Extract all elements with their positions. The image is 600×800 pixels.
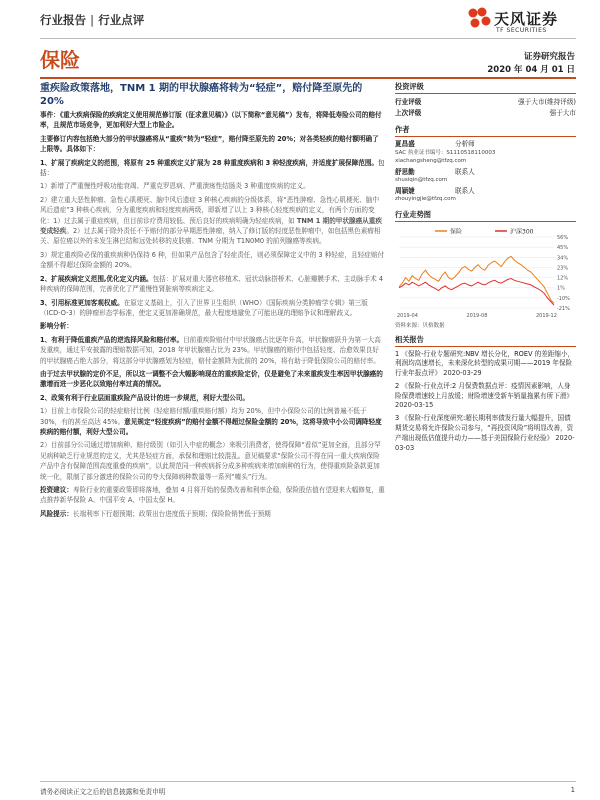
header-subcategory: 行业点评 [98,13,145,27]
legend-label: 保险 [450,228,463,235]
section-3-title: 3、引用标准更加客观权威。 [40,298,124,307]
header-separator: | [90,13,95,27]
section-3-body: 在原定义基础上，引入了世界卫生组织（WHO）《国际疾病分类肿瘤学专辑》第三版（ICD-O-3）的肿瘤形态学标准，使定义更加准确规范，最大程度地避免了可能出现的理赔争议和理解歧义。 [40,298,368,317]
y-tick-label: -10% [557,295,570,302]
legend-label: 沪深300 [510,228,534,235]
y-tick-label: -21% [557,305,570,312]
footer-divider [40,781,576,782]
logo-en-text: TF SECURITIES [496,27,547,34]
author-entry: 夏昌盛 分析师 SAC 执业证书编号：S1110518110003 xiachangsheng@tfzq.com [395,140,576,166]
series-line-hs300 [399,278,554,305]
author-email[interactable]: zhouyingjie@tfzq.com [395,196,456,202]
related-report[interactable]: 1 《保险-行业专题研究:NBV 增长分化，ROEV 的差距缩小，利润均高速增长，未来深化转型的成果可期——2019 年保险行业年报点评》 2020-03-29 [395,349,575,378]
header-category: 行业报告 [40,13,86,27]
trend-chart-svg [395,225,576,320]
section-1-item-1: 1）新增了严重慢性呼吸功能衰竭、严重克罗恩病、严重溃疡性结肠炎 3 种重度疾病的定义。 [40,182,310,191]
company-logo [466,6,576,40]
author-entry: 周颖婕 联系人 zhouyingjie@tfzq.com [395,187,576,204]
section-1-title: 1、扩展了疾病定义的范围，将原有 25 种重疾定义扩展为 28 种重度疾病和 3 种轻度疾病，并适度扩展保障范围。 [40,158,379,167]
x-tick-label: 2019-12 [536,312,557,319]
chart-source: 资料来源：贝格数据 [395,322,445,329]
y-tick-label: 45% [557,244,569,251]
impact-2-item-1: 1）目前上市保险公司的轻症赔付比例（轻症赔付额/重疾赔付额）均为 20%，但中小保险公司的比例普遍不低于 30%，有的甚至高达 45%。意见规定“轻度疾病”的赔付金额不得超过保险金额的 20%，这将导致中小公司调降轻度疾病的赔付额，利好大型公司。 [40,407,382,436]
report-header [40,12,144,28]
impact-1-bold: 由于过去甲状腺的定价不足，所以这一调整不会大幅影响现在的重疾险定价，仅是避免了未来重疾发生率因甲状腺癌的激增而进一步恶化以致赔付率过高的情况。 [40,369,383,389]
logo-mark-icon [466,6,492,32]
impact-label: 影响分析： [40,322,73,331]
section-1-item-2: 2）建立重大恶性肿瘤、急性心肌梗死、脑中风后遗症 3 种核心疾病的分级体系，将“恶性肿瘤、急性心肌梗死、脑中风后遗症”3 种核心疾病，分为重度疾病和轻度疾病两级，即新增了以上 3 种核心轻度疾病的定义，有两个方面的变化：1）过去属于重症疾病，但目前诊疗费用较低、预后良好的疾病明确为轻症疾病，如 TNM 1 期的甲状腺癌从重疾变成轻疾。2）过去属于除外责任不予赔付的部分早期恶性肿瘤，纳入了修订版的轻度恶性肿瘤中，如包括黑色素瘤相关、原位癌以外的未发生淋巴结和远处转移的皮肤癌、TNM 分期为 T1N0M0 的前列腺癌等疾病。 [40,195,382,246]
page-number: 1 [570,786,575,794]
y-tick-label: 1% [557,285,565,292]
advice-body: 寿险行业的重要政策即将落地，叠加 4 月将开始的保费改善和利率企稳，保险股估值有望迎来大幅修复，重点推荐新华保险 A、中国平安 A、中国太保 H。 [40,486,385,505]
series-line-insurance [399,256,554,303]
author-email[interactable]: shusiqin@tfzq.com [395,177,448,183]
authors-title: 作者 [395,125,576,137]
trend-title: 行业走势图 [395,210,576,222]
event-paragraph: 事件：《重大疾病保险的疾病定义使用规范修订版（征求意见稿）》（以下简称“意见稿”）发布，将降低寿险公司的赔付率，且规范市场竞争，更加利好大型上市险企。 [40,111,382,130]
rating-row: 行业评级 强于大市(维持评级) [395,98,576,106]
x-tick-label: 2019-08 [466,312,488,319]
related-report[interactable]: 2 《保险-行业点评:2 月保费数据点评：疫情因素影响，人身险保费增速较上月放缓；财险增速受新车销量拖累有所下滑》 2020-03-15 [395,381,574,410]
sidebar [395,82,576,456]
section-2-title: 2、扩展疾病定义范围,优化定义内涵。 [40,274,153,283]
rating-row: 上次评级 强于大市 [395,109,576,117]
y-tick-label: 23% [557,264,569,271]
report-headline: 重疾险政策落地，TNM 1 期的甲状腺癌将转为“轻症”，赔付降至原先的 20% [40,83,363,107]
report-type: 证券研究报告 [523,52,575,62]
y-tick-label: 56% [557,234,569,241]
title-divider [40,77,576,79]
y-tick-label: 12% [557,275,569,282]
related-report[interactable]: 3 《保险-行业深度研究:超长期利率债发行量大幅提升，国债期货交易将允许保险公司参与，“再投资风险”将明显改善，资产端出现低估值提升动力——基于美国保险行业经验》 2020-03-03 [395,414,575,452]
impact-1-title: 1、有利于降低重疾产品的逆选择风险和赔付率。 [40,335,184,344]
related-title: 相关报告 [395,335,576,347]
risk-label: 风险提示： [40,509,73,518]
author-email[interactable]: xiachangsheng@tfzq.com [395,158,467,164]
risk-body: 长端利率下行超预期；政策出台进度低于预期；保险险销售低于预期 [72,509,271,518]
page-title: 保险 [40,48,80,72]
impact-1-body: 目前重疾险赔付中甲状腺癌占比逐年升高，甲状腺癌跃升为第一大高发重疾，通过平安披露的理赔数据可知，2018 年甲状腺癌占比为 23%。甲状腺癌的赔付中包括轻度、治愈效果良好的甲状腺癌占绝大部分，将这部分甲状腺癌划为轻症，赔付金额降为此前的 20%，将有助于降低保险公司的赔付率。 [40,335,381,365]
section-1-item-3: 3）规定重疾险必保的重疾病种仍保持 6 种，但如果产品包含了轻症责任，则必须保障定义中的 3 种轻症，且轻症赔付金额不得超过保险金额的 20%。 [40,250,385,270]
header-divider [40,38,576,39]
main-content [40,82,385,522]
summary-paragraph: 主要修订内容包括绝大部分的甲状腺癌将从“重疾”转为“轻症”，赔付降至原先的 20%；对各类轻疾的赔付额明确了上限等。具体如下： [40,134,379,154]
trend-chart [395,225,576,320]
x-tick-label: 2019-04 [397,312,418,319]
impact-2-title: 2、政策有利于行业层面重疾险产品设计的进一步规范，利好大型公司。 [40,393,249,402]
section-1-tail: 包括： [40,158,385,178]
report-date: 2020 年 04 月 01 日 [487,65,575,75]
section-2-body: 包括：扩展对重大器官移植术、冠状动脉搭桥术、心脏瓣膜手术、主动脉手术 4 种疾病的保障范围，完善优化了严重慢性肾脏病等疾病定义。 [40,274,384,294]
author-entry: 舒思勤 联系人 shusiqin@tfzq.com [395,168,576,185]
y-tick-label: 34% [557,254,569,261]
logo-cn-text: 天风证券 [494,10,559,28]
rating-title: 投资评级 [395,82,576,94]
footer-disclaimer: 请务必阅读正文之后的信息披露和免责申明 [40,788,166,796]
impact-2-item-2: 2）目前部分公司通过增加病种、赔付级别（如引入中症的概念）来吸引消费者，使得保障“看似”更加全面，且部分罕见病种缺乏行业规范的定义，尤其是轻症方面，承保和理赔比较混乱。意见稿要求“保险公司不得在同一重大疾病保险产品中含有保障范围高度重叠的疾病”，以此规范同一种疾病拆分成多种疾病来增加病种的行为，使得重疾险条款更加统一化，限制了部分激进的保险公司的夸大保障病种数量等一系列“噱头”行为。 [40,441,381,481]
advice-label: 投资建议： [40,486,73,494]
